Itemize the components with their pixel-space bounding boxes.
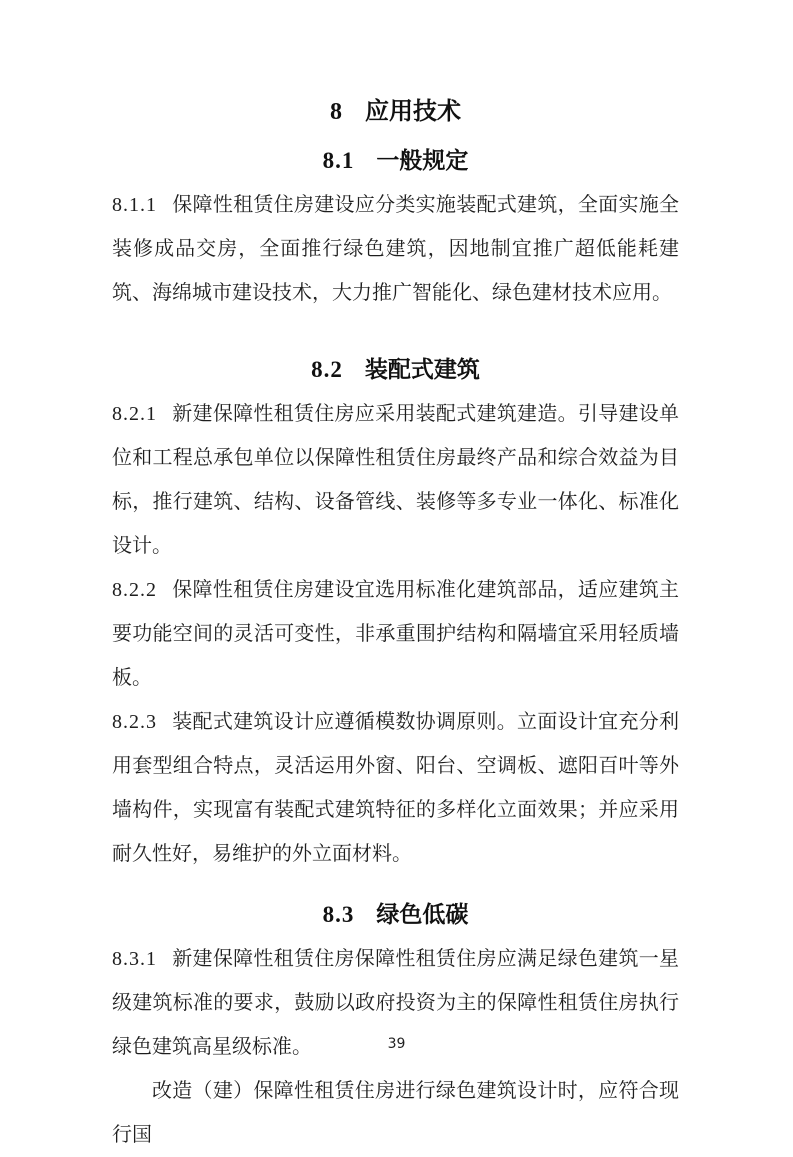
section-8-2-number: 8.2 (311, 357, 343, 382)
section-8-1-number: 8.1 (322, 148, 355, 173)
section-8-2-heading (112, 353, 679, 386)
clause-8-2-2-number: 8.2.2 (112, 579, 157, 601)
clause-8-2-1 (112, 392, 679, 568)
section-8-3-title: 绿色低碳 (376, 901, 469, 927)
page-content (112, 0, 679, 1157)
section-8-3-heading (112, 898, 679, 931)
chapter-number: 8 (330, 99, 343, 125)
clause-8-2-2-text: 保障性租赁住房建设宜选用标准化建筑部品，适应建筑主要功能空间的灵活可变性，非承重围护结构和隔墙宜采用轻质墙板。 (112, 579, 679, 689)
clause-8-2-1-number: 8.2.1 (112, 403, 157, 425)
clause-8-2-3-text: 装配式建筑设计应遵循模数协调原则。立面设计宜充分利用套型组合特点，灵活运用外窗、阳台、空调板、遮阳百叶等外墙构件，实现富有装配式建筑特征的多样化立面效果；并应采用耐久性好，易维护的外立面材料。 (112, 711, 679, 865)
section-8-1-title: 一般规定 (376, 147, 469, 173)
section-8-2 (112, 353, 679, 876)
clause-8-3-continuation-text: 改造（建）保障性租赁住房进行绿色建筑设计时，应符合现行国 (112, 1080, 679, 1146)
clause-8-2-3 (112, 700, 679, 876)
clause-8-2-3-number: 8.2.3 (112, 711, 157, 733)
chapter-title: 应用技术 (365, 98, 461, 125)
section-8-1-heading (112, 144, 679, 177)
clause-8-3-continuation (112, 1069, 679, 1157)
page-footer (0, 1036, 793, 1052)
clause-8-1-1-text: 保障性租赁住房建设应分类实施装配式建筑，全面实施全装修成品交房，全面推行绿色建筑，因地制宜推广超低能耗建筑、海绵城市建设技术，大力推广智能化、绿色建材技术应用。 (112, 194, 679, 304)
chapter-heading (112, 96, 679, 128)
clause-8-2-1-text: 新建保障性租赁住房应采用装配式建筑建造。引导建设单位和工程总承包单位以保障性租赁住房最终产品和综合效益为目标，推行建筑、结构、设备管线、装修等多专业一体化、标准化设计。 (112, 403, 679, 557)
page-number: 39 (387, 1036, 406, 1052)
clause-8-2-2 (112, 568, 679, 700)
clause-8-1-1-number: 8.1.1 (112, 194, 157, 216)
section-8-3-number: 8.3 (322, 902, 355, 927)
section-8-2-title: 装配式建筑 (364, 356, 480, 382)
section-8-1 (112, 144, 679, 315)
clause-8-1-1 (112, 183, 679, 315)
clause-8-3-1-text: 新建保障性租赁住房保障性租赁住房应满足绿色建筑一星级建筑标准的要求，鼓励以政府投资为主的保障性租赁住房执行绿色建筑高星级标准。 (112, 948, 679, 1058)
clause-8-3-1-number: 8.3.1 (112, 948, 157, 970)
section-8-3 (112, 898, 679, 1157)
